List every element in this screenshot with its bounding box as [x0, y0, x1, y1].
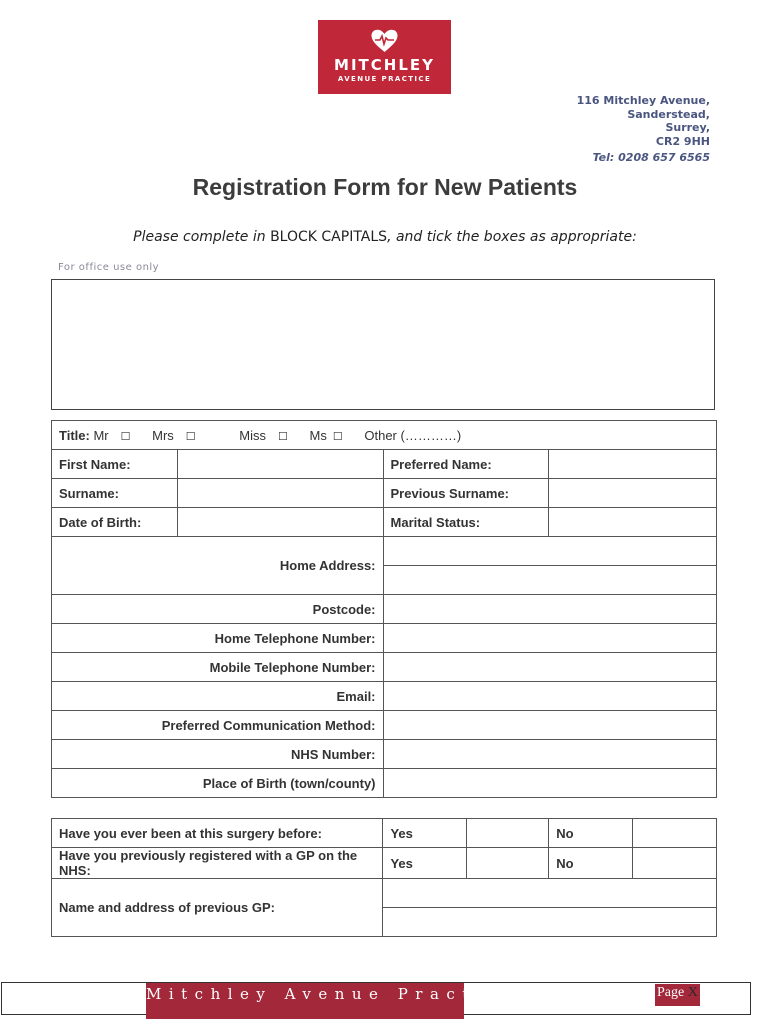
address-line: CR2 9HH: [655, 134, 710, 148]
checkbox-miss[interactable]: ☐: [278, 430, 288, 443]
table-row: [52, 653, 717, 682]
previous-gp-field-2[interactable]: [383, 908, 717, 937]
table-row: [52, 450, 717, 479]
footer-practice-name: Mitchley Avenue Practice: [146, 985, 521, 1003]
yes-label: Yes: [383, 819, 467, 848]
checkbox-mr[interactable]: ☐: [120, 430, 131, 443]
preferred-name-label: Preferred Name:: [383, 450, 549, 479]
title-option-mrs: Mrs: [152, 427, 174, 443]
heart-pulse-icon: [371, 29, 398, 53]
address-line: Surrey,: [665, 121, 710, 134]
table-row: [52, 537, 717, 566]
table-row: [52, 595, 717, 624]
email-label: Email:: [52, 682, 384, 711]
mobile-phone-label: Mobile Telephone Number:: [52, 653, 384, 682]
no-label: No: [549, 819, 633, 848]
table-row: [52, 624, 717, 653]
previous-registration-table: [51, 818, 717, 937]
first-name-label: First Name:: [52, 450, 178, 479]
previous-gp-label: Name and address of previous GP:: [52, 879, 383, 937]
page-label: Page: [657, 985, 688, 1000]
title-cell: [52, 421, 717, 450]
title-option-ms: Ms: [309, 427, 327, 443]
instructions-caps: BLOCK CAPITALS: [270, 229, 388, 245]
table-row: [52, 479, 717, 508]
title-label: Title:: [59, 427, 90, 443]
patient-details-table: [51, 420, 717, 798]
surname-field[interactable]: [177, 479, 383, 508]
telephone: Tel: 0208 657 6565: [592, 151, 710, 164]
yes-label: Yes: [383, 848, 467, 879]
place-of-birth-field[interactable]: [383, 769, 716, 798]
mobile-phone-field[interactable]: [383, 653, 716, 682]
previous-surname-field[interactable]: [549, 479, 717, 508]
registered-gp-label: Have you previously registered with a GP on the NHS:: [52, 848, 383, 879]
table-row: [52, 711, 717, 740]
page-number: [655, 984, 700, 1006]
previous-gp-field-1[interactable]: [383, 879, 717, 908]
table-row: [52, 848, 717, 879]
communication-label: Preferred Communication Method:: [52, 711, 384, 740]
home-address-field-2[interactable]: [383, 566, 716, 595]
marital-status-label: Marital Status:: [383, 508, 549, 537]
table-row: [52, 769, 717, 798]
home-address-field-1[interactable]: [383, 537, 716, 566]
been-before-yes-box[interactable]: [467, 819, 549, 848]
been-before-label: Have you ever been at this surgery before:: [52, 819, 383, 848]
title-option-other[interactable]: Other (…………): [364, 427, 462, 443]
table-row: [52, 682, 717, 711]
table-row: [52, 740, 717, 769]
logo-name: MITCHLEY: [334, 56, 435, 74]
title-row: [52, 421, 717, 450]
address-line: Sanderstead,: [627, 107, 710, 121]
been-before-no-box[interactable]: [633, 819, 717, 848]
practice-logo: [318, 20, 451, 94]
page-number-value: X: [687, 985, 698, 1000]
email-field[interactable]: [383, 682, 716, 711]
office-use-box: [51, 279, 715, 410]
postcode-label: Postcode:: [52, 595, 384, 624]
marital-status-field[interactable]: [549, 508, 717, 537]
surname-label: Surname:: [52, 479, 178, 508]
office-use-label: For office use only: [58, 262, 160, 273]
home-phone-field[interactable]: [383, 624, 716, 653]
instructions-post: , and tick the boxes as appropriate:: [387, 229, 637, 245]
communication-field[interactable]: [383, 711, 716, 740]
first-name-field[interactable]: [177, 450, 383, 479]
dob-label: Date of Birth:: [52, 508, 178, 537]
registered-gp-yes-box[interactable]: [467, 848, 549, 879]
checkbox-ms[interactable]: ☐: [332, 430, 343, 443]
previous-surname-label: Previous Surname:: [383, 479, 549, 508]
postcode-field[interactable]: [383, 595, 716, 624]
instructions-pre: Please complete in: [133, 229, 271, 245]
title-option-miss: Miss: [239, 427, 267, 443]
home-address-label: Home Address:: [52, 537, 384, 595]
preferred-name-field[interactable]: [549, 450, 717, 479]
form-title: Registration Form for New Patients: [192, 174, 578, 200]
registered-gp-no-box[interactable]: [633, 848, 717, 879]
form-instructions: [0, 229, 770, 245]
logo-subtitle: AVENUE PRACTICE: [337, 75, 432, 83]
home-phone-label: Home Telephone Number:: [52, 624, 384, 653]
title-option-mr: Mr: [93, 427, 109, 443]
no-label: No: [549, 848, 633, 879]
nhs-number-label: NHS Number:: [52, 740, 384, 769]
checkbox-mrs[interactable]: ☐: [185, 430, 196, 443]
table-row: [52, 508, 717, 537]
table-row: [52, 879, 717, 908]
practice-address: [577, 94, 710, 165]
dob-field[interactable]: [177, 508, 383, 537]
table-row: [52, 819, 717, 848]
nhs-number-field[interactable]: [383, 740, 716, 769]
address-line: 116 Mitchley Avenue,: [576, 94, 710, 107]
place-of-birth-label: Place of Birth (town/county): [52, 769, 384, 798]
